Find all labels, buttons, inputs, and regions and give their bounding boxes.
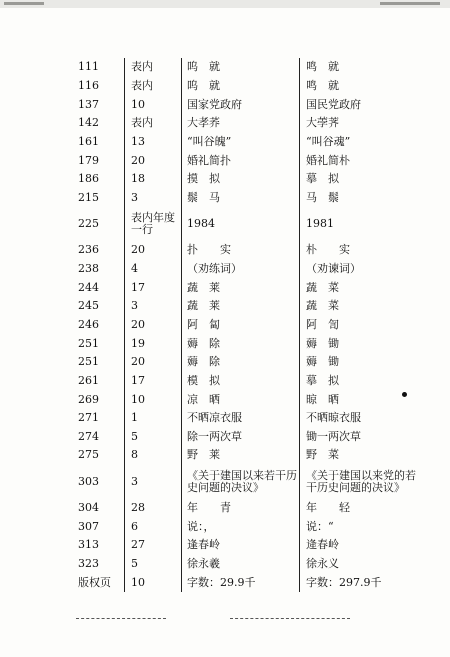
page-number-cell: 137 bbox=[78, 97, 99, 111]
correction-text-cell: 薅 锄 bbox=[300, 334, 419, 353]
correction-text-cell: 鸣 就 bbox=[300, 58, 419, 77]
table-row bbox=[72, 170, 418, 189]
line-position-cell: 20 bbox=[125, 151, 182, 170]
table-row bbox=[72, 278, 418, 297]
bottom-rule bbox=[230, 618, 350, 619]
error-text-cell: 徐永羲 bbox=[182, 555, 300, 574]
error-text-cell: 野 莱 bbox=[182, 446, 300, 465]
line-position-cell: 3 bbox=[125, 465, 182, 499]
table-row bbox=[72, 409, 418, 428]
line-position-cell: 5 bbox=[125, 555, 182, 574]
table-row bbox=[72, 517, 418, 536]
scan-speck bbox=[402, 392, 407, 397]
page-number-cell: 225 bbox=[78, 217, 99, 231]
error-text-cell: 扑 实 bbox=[182, 241, 300, 260]
correction-text-cell: 摹 拟 bbox=[300, 170, 419, 189]
bottom-rule bbox=[76, 618, 166, 619]
page-number-cell: 274 bbox=[78, 429, 99, 443]
table-row bbox=[72, 499, 418, 518]
error-text-cell: 说：， bbox=[182, 517, 300, 536]
line-position-cell: 19 bbox=[125, 334, 182, 353]
line-position-cell: 28 bbox=[125, 499, 182, 518]
line-position-cell: 1 bbox=[125, 409, 182, 428]
line-position-cell: 3 bbox=[125, 297, 182, 316]
correction-text-cell: “叫谷魂” bbox=[300, 133, 419, 152]
error-text-cell: （劝练词） bbox=[182, 260, 300, 279]
page-number-cell: 244 bbox=[78, 280, 99, 294]
table-row bbox=[72, 297, 418, 316]
error-text-cell: 除一两次草 bbox=[182, 428, 300, 447]
line-position-cell: 8 bbox=[125, 446, 182, 465]
table-row bbox=[72, 428, 418, 447]
correction-text-cell: 国民党政府 bbox=[300, 95, 419, 114]
error-text-cell: 薅 除 bbox=[182, 353, 300, 372]
table-row bbox=[72, 95, 418, 114]
page-number-cell: 版权页 bbox=[78, 575, 111, 589]
line-position-cell: 表内年度一行 bbox=[125, 207, 182, 241]
table-row bbox=[72, 390, 418, 409]
page-number-cell: 304 bbox=[78, 501, 99, 515]
line-position-cell: 6 bbox=[125, 517, 182, 536]
error-text-cell: 国家党政府 bbox=[182, 95, 300, 114]
line-position-cell: 10 bbox=[125, 390, 182, 409]
correction-text-cell: 字数：297.9千 bbox=[300, 573, 419, 592]
correction-text-cell: 年 轻 bbox=[300, 499, 419, 518]
page-number-cell: 161 bbox=[78, 134, 99, 148]
page-number-cell: 215 bbox=[78, 190, 99, 204]
error-text-cell: 年 青 bbox=[182, 499, 300, 518]
correction-text-cell: 不晒晾衣服 bbox=[300, 409, 419, 428]
error-text-cell: 字数：29.9千 bbox=[182, 573, 300, 592]
table-row bbox=[72, 536, 418, 555]
table-row bbox=[72, 353, 418, 372]
page-number-cell: 116 bbox=[78, 78, 99, 92]
error-text-cell: 摸 拟 bbox=[182, 170, 300, 189]
table-row bbox=[72, 133, 418, 152]
scan-top-strip bbox=[0, 0, 450, 8]
correction-text-cell: 野 菜 bbox=[300, 446, 419, 465]
page-number-cell: 307 bbox=[78, 519, 99, 533]
table-row bbox=[72, 446, 418, 465]
error-text-cell: 蔬 莱 bbox=[182, 297, 300, 316]
correction-text-cell: 逄春岭 bbox=[300, 536, 419, 555]
line-position-cell: 表内 bbox=[125, 77, 182, 96]
error-text-cell: 阿 匐 bbox=[182, 316, 300, 335]
page-number-cell: 186 bbox=[78, 172, 99, 186]
line-position-cell: 10 bbox=[125, 95, 182, 114]
page-number-cell: 275 bbox=[78, 448, 99, 462]
page-number-cell: 251 bbox=[78, 355, 99, 369]
correction-text-cell: 蔬 菜 bbox=[300, 278, 419, 297]
page-number-cell: 269 bbox=[78, 392, 99, 406]
correction-text-cell: 蔬 菜 bbox=[300, 297, 419, 316]
correction-text-cell: 鸣 就 bbox=[300, 77, 419, 96]
line-position-cell: 3 bbox=[125, 188, 182, 207]
line-position-cell: 18 bbox=[125, 170, 182, 189]
error-text-cell: 蔬 莱 bbox=[182, 278, 300, 297]
errata-table bbox=[72, 58, 418, 592]
page-number-cell: 271 bbox=[78, 411, 99, 425]
correction-text-cell: 阿 訇 bbox=[300, 316, 419, 335]
table-row bbox=[72, 465, 418, 499]
error-text-cell: 凉 晒 bbox=[182, 390, 300, 409]
line-position-cell: 17 bbox=[125, 372, 182, 391]
table-row bbox=[72, 77, 418, 96]
line-position-cell: 10 bbox=[125, 573, 182, 592]
correction-text-cell: 《关于建国以来党的若干历史问题的决议》 bbox=[300, 465, 419, 499]
table-row bbox=[72, 151, 418, 170]
table-row bbox=[72, 260, 418, 279]
table-row bbox=[72, 241, 418, 260]
correction-text-cell: 朴 实 bbox=[300, 241, 419, 260]
correction-text-cell: （劝谏词） bbox=[300, 260, 419, 279]
correction-text-cell: 婚礼简朴 bbox=[300, 151, 419, 170]
page-number-cell: 303 bbox=[78, 474, 99, 488]
line-position-cell: 20 bbox=[125, 241, 182, 260]
scan-artifact bbox=[380, 2, 440, 5]
page-number-cell: 251 bbox=[78, 336, 99, 350]
error-text-cell: 呜 就 bbox=[182, 77, 300, 96]
correction-text-cell: 说：“ bbox=[300, 517, 419, 536]
page-number-cell: 142 bbox=[78, 116, 99, 130]
correction-text-cell: 1981 bbox=[300, 207, 419, 241]
page-number-cell: 313 bbox=[78, 538, 99, 552]
correction-text-cell: 晾 晒 bbox=[300, 390, 419, 409]
table-row bbox=[72, 58, 418, 77]
correction-text-cell: 徐永义 bbox=[300, 555, 419, 574]
page-number-cell: 323 bbox=[78, 557, 99, 571]
line-position-cell: 表内 bbox=[125, 114, 182, 133]
page-number-cell: 246 bbox=[78, 318, 99, 331]
correction-text-cell: 锄一两次草 bbox=[300, 428, 419, 447]
error-text-cell: 逢春岭 bbox=[182, 536, 300, 555]
line-position-cell: 4 bbox=[125, 260, 182, 279]
table-row bbox=[72, 334, 418, 353]
line-position-cell: 5 bbox=[125, 428, 182, 447]
correction-text-cell: 薅 锄 bbox=[300, 353, 419, 372]
error-text-cell: 大孝荞 bbox=[182, 114, 300, 133]
error-text-cell: 1984 bbox=[182, 207, 300, 241]
page-number-cell: 245 bbox=[78, 299, 99, 313]
line-position-cell: 20 bbox=[125, 316, 182, 335]
line-position-cell: 17 bbox=[125, 278, 182, 297]
table-row bbox=[72, 372, 418, 391]
error-text-cell: “叫谷魄” bbox=[182, 133, 300, 152]
line-position-cell: 13 bbox=[125, 133, 182, 152]
error-text-cell: 呜 就 bbox=[182, 58, 300, 77]
error-text-cell: 模 拟 bbox=[182, 372, 300, 391]
error-text-cell: 不晒凉衣服 bbox=[182, 409, 300, 428]
error-text-cell: 《关于建国以来若干历史问题的决议》 bbox=[182, 465, 300, 499]
error-text-cell: 薅 除 bbox=[182, 334, 300, 353]
table-row bbox=[72, 207, 418, 241]
line-position-cell: 20 bbox=[125, 353, 182, 372]
table-row bbox=[72, 188, 418, 207]
error-text-cell: 鬃 马 bbox=[182, 188, 300, 207]
page-number-cell: 111 bbox=[78, 60, 99, 74]
table-row bbox=[72, 573, 418, 592]
table-row bbox=[72, 555, 418, 574]
scan-artifact bbox=[4, 2, 44, 5]
page-number-cell: 179 bbox=[78, 153, 99, 167]
line-position-cell: 27 bbox=[125, 536, 182, 555]
table-row bbox=[72, 316, 418, 335]
correction-text-cell: 马 鬃 bbox=[300, 188, 419, 207]
table-row bbox=[72, 114, 418, 133]
error-text-cell: 婚礼简扑 bbox=[182, 151, 300, 170]
correction-text-cell: 摹 拟 bbox=[300, 372, 419, 391]
page-number-cell: 238 bbox=[78, 262, 99, 276]
page-number-cell: 261 bbox=[78, 373, 99, 387]
correction-text-cell: 大荸荠 bbox=[300, 114, 419, 133]
page-number-cell: 236 bbox=[78, 243, 99, 257]
line-position-cell: 表内 bbox=[125, 58, 182, 77]
